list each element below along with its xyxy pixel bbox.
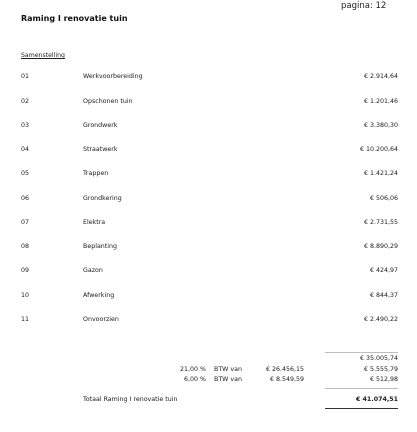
vat-rate: 6,00 % — [183, 376, 206, 383]
item-code: 11 — [21, 316, 30, 323]
page-number: pagina: 12 — [341, 1, 387, 11]
total-underline — [325, 408, 398, 409]
item-description: Grondwerk — [83, 122, 118, 129]
item-code: 08 — [21, 243, 30, 250]
item-code: 01 — [21, 73, 30, 80]
table-row — [0, 145, 417, 155]
item-code: 09 — [21, 267, 30, 274]
vat-amount: € 512,98 — [369, 376, 398, 383]
item-description: Grondkering — [83, 195, 122, 202]
vat-row — [0, 365, 417, 375]
item-description: Gazon — [83, 267, 103, 274]
item-description: Elektra — [83, 219, 106, 226]
document-title: Raming I renovatie tuin — [21, 14, 128, 23]
vat-label: BTW van — [214, 366, 242, 373]
item-amount: € 1.421,24 — [363, 170, 398, 177]
subtotal-amount: € 35.005,74 — [359, 355, 398, 362]
total-amount: € 41.074,51 — [355, 396, 398, 403]
vat-label: BTW van — [214, 376, 242, 383]
table-row — [0, 72, 417, 82]
item-amount: € 2.490,22 — [363, 316, 398, 323]
table-row — [0, 194, 417, 204]
table-row — [0, 218, 417, 228]
item-description: Afwerking — [83, 292, 115, 299]
table-row — [0, 266, 417, 276]
table-row — [0, 242, 417, 252]
total-divider — [325, 388, 398, 389]
item-amount: € 3.380,30 — [363, 122, 398, 129]
vat-rate: 21,00 % — [179, 366, 206, 373]
vat-row — [0, 375, 417, 385]
item-description: Straatwerk — [83, 146, 118, 153]
total-row — [0, 395, 417, 405]
item-amount: € 506,06 — [369, 195, 398, 202]
vat-amount: € 5.555,79 — [363, 366, 398, 373]
table-row — [0, 121, 417, 131]
table-row — [0, 169, 417, 179]
item-description: Opschonen tuin — [83, 98, 133, 105]
item-code: 03 — [21, 122, 30, 129]
item-description: Onvoorzien — [83, 316, 119, 323]
item-amount: € 8.890,29 — [363, 243, 398, 250]
total-label: Totaal Raming I renovatie tuin — [83, 396, 178, 403]
vat-base: € 26.456,15 — [265, 366, 304, 373]
item-amount: € 2.731,55 — [363, 219, 398, 226]
item-amount: € 424,97 — [369, 267, 398, 274]
table-row — [0, 291, 417, 301]
subtotal-divider — [325, 352, 398, 353]
table-row — [0, 315, 417, 325]
item-description: Trappen — [83, 170, 109, 177]
item-code: 06 — [21, 195, 30, 202]
item-code: 02 — [21, 98, 30, 105]
item-amount: € 844,37 — [369, 292, 398, 299]
item-description: Beplanting — [83, 243, 117, 250]
item-amount: € 1.201,46 — [363, 98, 398, 105]
item-code: 04 — [21, 146, 30, 153]
item-code: 05 — [21, 170, 30, 177]
item-code: 10 — [21, 292, 30, 299]
item-amount: € 2.914,64 — [363, 73, 398, 80]
table-row — [0, 97, 417, 107]
vat-base: € 8.549,59 — [269, 376, 304, 383]
section-heading: Samenstelling — [21, 52, 65, 59]
item-description: Werkvoorbereiding — [83, 73, 143, 80]
item-code: 07 — [21, 219, 30, 226]
item-amount: € 10.200,64 — [359, 146, 398, 153]
